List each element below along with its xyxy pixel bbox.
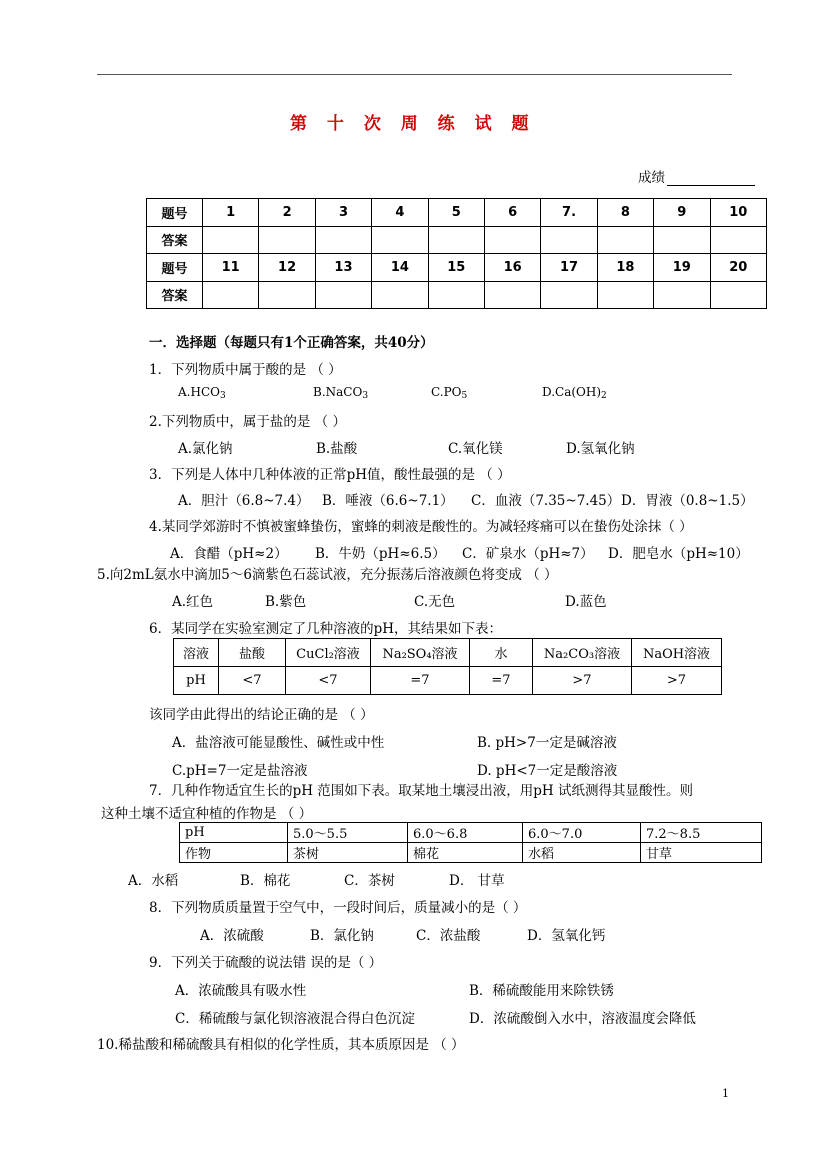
table-cell: 6.0～6.8 [408,823,523,843]
table-cell: 5.0～5.5 [288,823,408,843]
grid-num: 2 [259,199,315,227]
score-blank[interactable] [667,171,755,186]
table-cell: >7 [533,667,632,695]
answer-cell[interactable] [654,226,710,254]
answer-cell[interactable] [372,281,428,309]
q9-option-c: C．稀硫酸与氯化钡溶液混合得白色沉淀 [175,1011,415,1027]
page-number: 1 [722,1087,729,1100]
q8-option-c: C．浓盐酸 [416,928,481,944]
answer-cell[interactable] [372,226,428,254]
table-header-cell: CuCl₂溶液 [286,639,371,667]
question-2-stem: 2.下列物质中，属于盐的是 （ ） [149,414,346,430]
grid-num: 20 [710,254,766,282]
q7-option-c: C．茶树 [344,873,395,889]
answer-cell[interactable] [259,226,315,254]
table-cell: 6.0～7.0 [523,823,641,843]
page-title: 第 十 次 周 练 试 题 [290,114,536,134]
table-row [174,639,722,667]
table-cell: =7 [371,667,470,695]
answer-grid [146,198,767,309]
answer-cell[interactable] [203,226,259,254]
grid-num: 10 [710,199,766,227]
table-cell: <7 [286,667,371,695]
q5-option-b: B.紫色 [265,594,307,610]
score-field [638,166,755,186]
grid-num: 15 [428,254,484,282]
grid-num: 11 [203,254,259,282]
answer-cell[interactable] [541,226,597,254]
q5-option-d: D.蓝色 [565,594,607,610]
q5-option-c: C.无色 [414,594,456,610]
table-header-cell: NaOH溶液 [632,639,722,667]
grid-label: 答案 [147,226,203,254]
q6-option-b: B. pH>7一定是碱溶液 [477,735,617,751]
table-cell: >7 [632,667,722,695]
q9-option-b: B．稀硫酸能用来除铁锈 [469,983,614,999]
question-7-stem-line2: 这种土壤不适宜种植的作物是 （ ） [101,806,313,822]
table-row [180,823,762,843]
question-9-stem: 9．下列关于硫酸的说法错 误的是（ ） [149,955,383,971]
table-cell: 水稻 [523,843,641,863]
score-label: 成绩 [638,170,665,186]
section-heading: 一．选择题（每题只有1个正确答案，共40分） [149,335,434,351]
q2-option-a: A.氯化钠 [178,441,233,457]
grid-num: 13 [315,254,371,282]
q8-option-a: A．浓硫酸 [200,928,264,944]
grid-num: 5 [428,199,484,227]
grid-num: 7. [541,199,597,227]
q4-option-d: D．肥皂水（pH≈10） [608,546,749,562]
answer-cell[interactable] [315,281,371,309]
question-4-stem: 4.某同学郊游时不慎被蜜蜂蛰伤，蜜蜂的刺液是酸性的。为减轻疼痛可以在蛰伤处涂抹（ ） [149,519,693,535]
q7-option-b: B．棉花 [240,873,291,889]
question-1-stem: 1．下列物质中属于酸的是 （ ） [149,362,342,378]
answer-cell[interactable] [203,281,259,309]
q3-option-d: D．胃液（0.8~1.5） [621,493,754,509]
table-header-cell: 溶液 [174,639,219,667]
table-cell: 作物 [180,843,288,863]
grid-num: 3 [315,199,371,227]
table-cell: <7 [219,667,286,695]
grid-num: 14 [372,254,428,282]
grid-num: 4 [372,199,428,227]
answer-cell[interactable] [710,226,766,254]
table-header-cell: 盐酸 [219,639,286,667]
grid-num: 19 [654,254,710,282]
grid-label: 题号 [147,254,203,282]
table-header-cell: 水 [470,639,533,667]
question-3-stem: 3．下列是人体中几种体液的正常pH值，酸性最强的是 （ ） [149,467,511,483]
question-7-stem-line1: 7．几种作物适宜生长的pH 范围如下表。取某地土壤浸出液，用pH 试纸测得其显酸性。则 [149,783,694,799]
ph-results-table [173,638,722,695]
question-8-stem: 8．下列物质质量置于空气中，一段时间后，质量减小的是（ ） [149,900,527,916]
table-cell: =7 [470,667,533,695]
q9-option-a: A．浓硫酸具有吸水性 [175,983,307,999]
q1-option-a: $A.HCO_3$ [178,385,226,401]
answer-cell[interactable] [428,281,484,309]
q7-option-a: A．水稻 [128,873,179,889]
q2-option-d: D.氢氧化钠 [566,441,635,457]
answer-cell[interactable] [484,226,540,254]
answer-grid-ans-row-1 [147,226,767,254]
q6-option-a: A．盐溶液可能显酸性、碱性或中性 [172,735,385,751]
grid-num: 6 [484,199,540,227]
grid-label: 答案 [147,281,203,309]
header-rule [97,74,732,75]
q6-option-c: C.pH=7一定是盐溶液 [172,763,308,779]
answer-cell[interactable] [541,281,597,309]
q8-option-b: B．氯化钠 [310,928,374,944]
answer-grid-ans-row-2 [147,281,767,309]
answer-cell[interactable] [597,281,653,309]
crop-ph-table [179,822,762,863]
table-header-cell: Na₂SO₄溶液 [371,639,470,667]
answer-grid-num-row-1 [147,199,767,227]
table-row [174,667,722,695]
q4-option-a: A．食醋（pH≈2） [170,546,288,562]
answer-grid-num-row-2 [147,254,767,282]
question-6-stem: 6．某同学在实验室测定了几种溶液的pH，其结果如下表： [149,621,503,637]
grid-num: 18 [597,254,653,282]
answer-cell[interactable] [484,281,540,309]
q1-option-b: B.NaCO$_3$ [313,385,369,401]
q5-option-a: A.红色 [172,594,214,610]
q4-option-b: B．牛奶（pH≈6.5） [315,546,446,562]
table-header-cell: Na₂CO₃溶液 [533,639,632,667]
answer-cell[interactable] [259,281,315,309]
question-5-stem: 5.向2mL氨水中滴加5～6滴紫色石蕊试液，充分振荡后溶液颜色将变成 （ ） [97,567,558,583]
table-row [180,843,762,863]
question-10-stem: 10.稀盐酸和稀硫酸具有相似的化学性质，其本质原因是 （ ） [97,1037,465,1053]
answer-cell[interactable] [654,281,710,309]
q2-option-c: C.氧化镁 [448,441,503,457]
q7-option-d: D． 甘草 [449,873,505,889]
table-cell: pH [180,823,288,843]
answer-cell[interactable] [428,226,484,254]
q3-option-a: A．胆汁（6.8~7.4） [178,493,310,509]
answer-cell[interactable] [710,281,766,309]
q8-option-d: D．氢氧化钙 [527,928,606,944]
q1-option-c: $C.PO_5$ [431,385,468,401]
grid-num: 12 [259,254,315,282]
q2-option-b: B.盐酸 [316,441,358,457]
q3-option-b: B．唾液（6.6~7.1） [322,493,454,509]
q1-option-d: $D.Ca(OH)_2$ [542,385,607,401]
grid-num: 9 [654,199,710,227]
q6-option-d: D. pH<7一定是酸溶液 [477,763,618,779]
table-cell: 甘草 [641,843,762,863]
answer-cell[interactable] [597,226,653,254]
table-cell: 7.2～8.5 [641,823,762,843]
grid-num: 1 [203,199,259,227]
grid-num: 17 [541,254,597,282]
table-cell: 棉花 [408,843,523,863]
q4-option-c: C．矿泉水（pH≈7） [462,546,594,562]
grid-num: 8 [597,199,653,227]
grid-label: 题号 [147,199,203,227]
q3-option-c: C．血液（7.35~7.45） [471,493,621,509]
q6-conclusion: 该同学由此得出的结论正确的是 （ ） [149,707,374,723]
q9-option-d: D．浓硫酸倒入水中，溶液温度会降低 [469,1011,696,1027]
table-cell: pH [174,667,219,695]
grid-num: 16 [484,254,540,282]
table-cell: 茶树 [288,843,408,863]
answer-cell[interactable] [315,226,371,254]
